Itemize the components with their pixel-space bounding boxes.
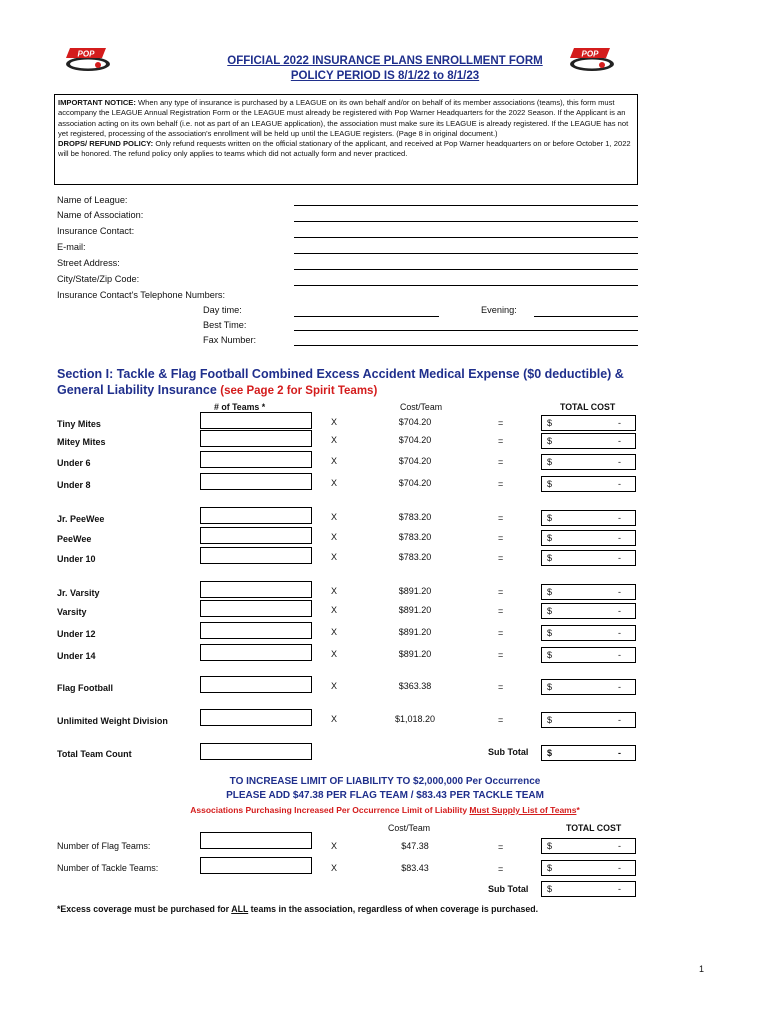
equals-sign: = — [498, 436, 504, 446]
important-notice-box — [54, 94, 638, 185]
section-1-subtotal-box[interactable] — [541, 745, 636, 761]
total-box-under-6[interactable] — [541, 454, 636, 470]
row-label-varsity: Varsity — [57, 607, 87, 617]
price-under-8: $704.20 — [398, 478, 432, 488]
section-1-subtotal-value: - — [618, 748, 621, 758]
total-box-under-12[interactable] — [541, 625, 636, 641]
equals-sign: = — [498, 553, 504, 563]
tackle-teams-input[interactable] — [200, 857, 312, 874]
equals-sign: = — [498, 842, 504, 852]
teams-input-jr-peewee[interactable] — [200, 507, 312, 524]
insurance-contact-field[interactable] — [294, 237, 638, 238]
total-box-under-10[interactable] — [541, 550, 636, 566]
teams-input-varsity[interactable] — [200, 600, 312, 617]
equals-sign: = — [498, 650, 504, 660]
flag-teams-input[interactable] — [200, 832, 312, 849]
multiply-sign: X — [331, 532, 338, 542]
association-name-label: Name of Association: — [57, 210, 144, 220]
teams-input-flag-football[interactable] — [200, 676, 312, 693]
total-box-jr-peewee[interactable] — [541, 510, 636, 526]
price-jr-peewee: $783.20 — [398, 512, 432, 522]
total-box-varsity[interactable] — [541, 603, 636, 619]
title-line-1: OFFICIAL 2022 INSURANCE PLANS ENROLLMENT FORM — [227, 55, 543, 67]
price-under-12: $891.20 — [398, 627, 432, 637]
row-label-jr-varsity: Jr. Varsity — [57, 588, 100, 598]
multiply-sign: X — [331, 714, 338, 724]
city-state-zip-label: City/State/Zip Code: — [57, 274, 140, 284]
equals-sign: = — [498, 479, 504, 489]
daytime-field[interactable] — [294, 316, 439, 317]
equals-sign: = — [498, 587, 504, 597]
total-value-flag-football: - — [618, 682, 621, 692]
dollar-sign: $ — [547, 553, 553, 563]
equals-sign: = — [498, 628, 504, 638]
equals-sign: = — [498, 682, 504, 692]
daytime-label: Day time: — [203, 305, 242, 315]
price-jr-varsity: $891.20 — [398, 586, 432, 596]
multiply-sign: X — [331, 456, 338, 466]
teams-input-under-8[interactable] — [200, 473, 312, 490]
price-flag-football: $363.38 — [398, 681, 432, 691]
liability-line-3-asterisk: * — [576, 805, 580, 815]
row-label-jr-peewee: Jr. PeeWee — [57, 514, 105, 524]
teams-column-header: # of Teams * — [214, 402, 266, 412]
section-1-title — [57, 366, 657, 399]
liability-line-1: TO INCREASE LIMIT OF LIABILITY TO $2,000,000 Per Occurrence — [229, 776, 541, 787]
multiply-sign: X — [331, 605, 338, 615]
total-column-header: TOTAL COST — [560, 402, 616, 412]
equals-sign: = — [498, 418, 504, 428]
footnote-emphasis: ALL — [231, 904, 249, 914]
flag-teams-price: $47.38 — [401, 841, 429, 851]
multiply-sign: X — [331, 552, 338, 562]
dollar-sign: $ — [547, 841, 553, 851]
equals-sign: = — [498, 513, 504, 523]
fax-number-label: Fax Number: — [203, 335, 257, 345]
row-label-mitey-mites: Mitey Mites — [57, 437, 106, 447]
liability-line-3-text: Associations Purchasing Increased Per Occurrence Limit of Liability — [190, 805, 470, 815]
liability-line-3 — [0, 805, 770, 815]
teams-input-under-12[interactable] — [200, 622, 312, 639]
page-number: 1 — [699, 964, 705, 974]
dollar-sign: $ — [547, 587, 553, 597]
teams-input-under-14[interactable] — [200, 644, 312, 661]
liability-total-header: TOTAL COST — [566, 823, 622, 833]
row-label-under-10: Under 10 — [57, 554, 96, 564]
total-value-under-12: - — [618, 628, 621, 638]
telephone-numbers-label: Insurance Contact's Telephone Numbers: — [57, 290, 226, 300]
refund-policy-label: DROPS/ REFUND POLICY: — [58, 139, 154, 149]
multiply-sign: X — [331, 586, 338, 596]
important-notice-text: When any type of insurance is purchased by a LEAGUE on its own behalf and/or on behalf of its member associations (teams), this form must accompany the LEAGUE Annual Registration Form or the LEAGUE must already be registered with Pop Warner Headquarters for the 2022 Season. If the Applicant is an association acting on its own behalf (i.e. not as part of an LEAGUE application), the association must make sure its LEAGUE is already registered. If the LEAGUE has not yet registered, processing of the association's enrollment will be held up until the LEAGUE registers. (Page 8 in original document.) — [58, 98, 629, 138]
total-value-under-8: - — [618, 479, 621, 489]
price-peewee: $783.20 — [398, 532, 432, 542]
city-state-zip-field[interactable] — [294, 285, 638, 286]
fax-number-field[interactable] — [294, 345, 638, 346]
price-mitey-mites: $704.20 — [398, 435, 432, 445]
footnote-text-c: teams in the association, regardless of when coverage is purchased. — [248, 904, 539, 914]
total-box-jr-varsity[interactable] — [541, 584, 636, 600]
multiply-sign: X — [331, 627, 338, 637]
total-value-under-6: - — [618, 457, 621, 467]
title-line-2: POLICY PERIOD IS 8/1/22 to 8/1/23 — [290, 70, 480, 82]
dollar-sign: $ — [547, 513, 553, 523]
total-value-mitey-mites: - — [618, 436, 621, 446]
multiply-sign: X — [331, 512, 338, 522]
row-label-tiny-mites: Tiny Mites — [57, 419, 101, 429]
league-name-label: Name of League: — [57, 195, 128, 205]
liability-subtotal-value: - — [618, 884, 621, 894]
refund-policy-text: Only refund requests written on the official stationary of the applicant, and received at Pop Warner headquarters on or before October 1, 2022 will be honored. The refund policy only applies to teams which did not actually form and never practiced. — [58, 139, 631, 159]
important-notice-label: IMPORTANT NOTICE: — [58, 98, 136, 107]
total-box-under-14[interactable] — [541, 647, 636, 663]
section-1-title-text: Section I: Tackle & Flag Football Combined Excess Accident Medical Expense ($0 deductible) & General Liability Insurance — [57, 367, 624, 397]
equals-sign: = — [498, 606, 504, 616]
price-under-14: $891.20 — [398, 649, 432, 659]
dollar-sign: $ — [547, 457, 553, 467]
footnote-text-a: *Excess coverage must be purchased for — [57, 904, 232, 914]
dollar-sign: $ — [547, 884, 553, 894]
flag-teams-total-value: - — [618, 841, 621, 851]
price-unlimited-weight-division: $1,018.20 — [394, 714, 436, 724]
form-title — [0, 54, 770, 84]
total-team-count-label: Total Team Count — [57, 749, 132, 759]
total-value-varsity: - — [618, 606, 621, 616]
total-value-under-14: - — [618, 650, 621, 660]
dollar-sign: $ — [547, 533, 553, 543]
email-label: E-mail: — [57, 242, 86, 252]
svg-text:POP: POP — [77, 49, 95, 59]
dollar-sign: $ — [547, 606, 553, 616]
price-under-10: $783.20 — [398, 552, 432, 562]
dollar-sign: $ — [547, 650, 553, 660]
total-box-peewee[interactable] — [541, 530, 636, 546]
excess-coverage-footnote — [57, 904, 538, 914]
equals-sign: = — [498, 715, 504, 725]
total-value-jr-peewee: - — [618, 513, 621, 523]
section-1-subtotal-label: Sub Total — [488, 747, 529, 757]
row-label-peewee: PeeWee — [57, 534, 92, 544]
multiply-sign: X — [331, 435, 338, 445]
teams-input-jr-varsity[interactable] — [200, 581, 312, 598]
liability-cost-header: Cost/Team — [388, 823, 431, 833]
total-value-tiny-mites: - — [618, 418, 621, 428]
liability-subtotal-box[interactable] — [541, 881, 636, 897]
multiply-sign: X — [331, 681, 338, 691]
row-label-unlimited-weight-division: Unlimited Weight Division — [57, 716, 168, 726]
tackle-teams-price: $83.43 — [401, 863, 429, 873]
dollar-sign: $ — [547, 418, 553, 428]
teams-input-unlimited-weight-division[interactable] — [200, 709, 312, 726]
evening-field[interactable] — [534, 316, 638, 317]
dollar-sign: $ — [547, 628, 553, 638]
row-label-flag-football: Flag Football — [57, 683, 113, 693]
insurance-contact-label: Insurance Contact: — [57, 226, 135, 236]
flag-teams-label: Number of Flag Teams: — [57, 841, 151, 851]
cost-column-header: Cost/Team — [400, 402, 443, 412]
tackle-teams-total-box[interactable] — [541, 860, 636, 876]
row-label-under-14: Under 14 — [57, 651, 96, 661]
teams-input-mitey-mites[interactable] — [200, 430, 312, 447]
multiply-sign: X — [331, 649, 338, 659]
dollar-sign: $ — [547, 479, 553, 489]
total-value-peewee: - — [618, 533, 621, 543]
multiply-sign: X — [331, 863, 338, 873]
total-value-unlimited-weight-division: - — [618, 715, 621, 725]
email-field[interactable] — [294, 253, 638, 254]
multiply-sign: X — [331, 478, 338, 488]
league-name-field[interactable] — [294, 205, 638, 206]
teams-input-peewee[interactable] — [200, 527, 312, 544]
section-1-title-note: (see Page 2 for Spirit Teams) — [220, 385, 378, 397]
tackle-teams-label: Number of Tackle Teams: — [57, 863, 159, 873]
multiply-sign: X — [331, 417, 338, 427]
total-box-under-8[interactable] — [541, 476, 636, 492]
total-value-jr-varsity: - — [618, 587, 621, 597]
total-team-count-input[interactable] — [200, 743, 312, 760]
price-under-6: $704.20 — [398, 456, 432, 466]
best-time-field[interactable] — [294, 330, 638, 331]
dollar-sign: $ — [547, 748, 553, 758]
row-label-under-12: Under 12 — [57, 629, 96, 639]
teams-input-under-10[interactable] — [200, 547, 312, 564]
best-time-label: Best Time: — [203, 320, 247, 330]
association-name-field[interactable] — [294, 221, 638, 222]
total-box-flag-football[interactable] — [541, 679, 636, 695]
svg-text:POP: POP — [581, 49, 599, 59]
dollar-sign: $ — [547, 436, 553, 446]
street-address-label: Street Address: — [57, 258, 120, 268]
total-value-under-10: - — [618, 553, 621, 563]
dollar-sign: $ — [547, 863, 553, 873]
flag-teams-total-box[interactable] — [541, 838, 636, 854]
equals-sign: = — [498, 864, 504, 874]
teams-input-tiny-mites[interactable] — [200, 412, 312, 429]
row-label-under-6: Under 6 — [57, 458, 91, 468]
equals-sign: = — [498, 457, 504, 467]
evening-label: Evening: — [481, 305, 517, 315]
price-varsity: $891.20 — [398, 605, 432, 615]
teams-input-under-6[interactable] — [200, 451, 312, 468]
total-box-unlimited-weight-division[interactable] — [541, 712, 636, 728]
liability-subtotal-label: Sub Total — [488, 884, 529, 894]
liability-line-2: PLEASE ADD $47.38 PER FLAG TEAM / $83.43 PER TACKLE TEAM — [226, 790, 544, 801]
equals-sign: = — [498, 533, 504, 543]
price-tiny-mites: $704.20 — [398, 417, 432, 427]
tackle-teams-total-value: - — [618, 863, 621, 873]
total-box-tiny-mites[interactable] — [541, 415, 636, 431]
row-label-under-8: Under 8 — [57, 480, 91, 490]
liability-line-3-emphasis: Must Supply List of Teams — [469, 805, 577, 815]
multiply-sign: X — [331, 841, 338, 851]
total-box-mitey-mites[interactable] — [541, 433, 636, 449]
street-address-field[interactable] — [294, 269, 638, 270]
dollar-sign: $ — [547, 682, 553, 692]
dollar-sign: $ — [547, 715, 553, 725]
